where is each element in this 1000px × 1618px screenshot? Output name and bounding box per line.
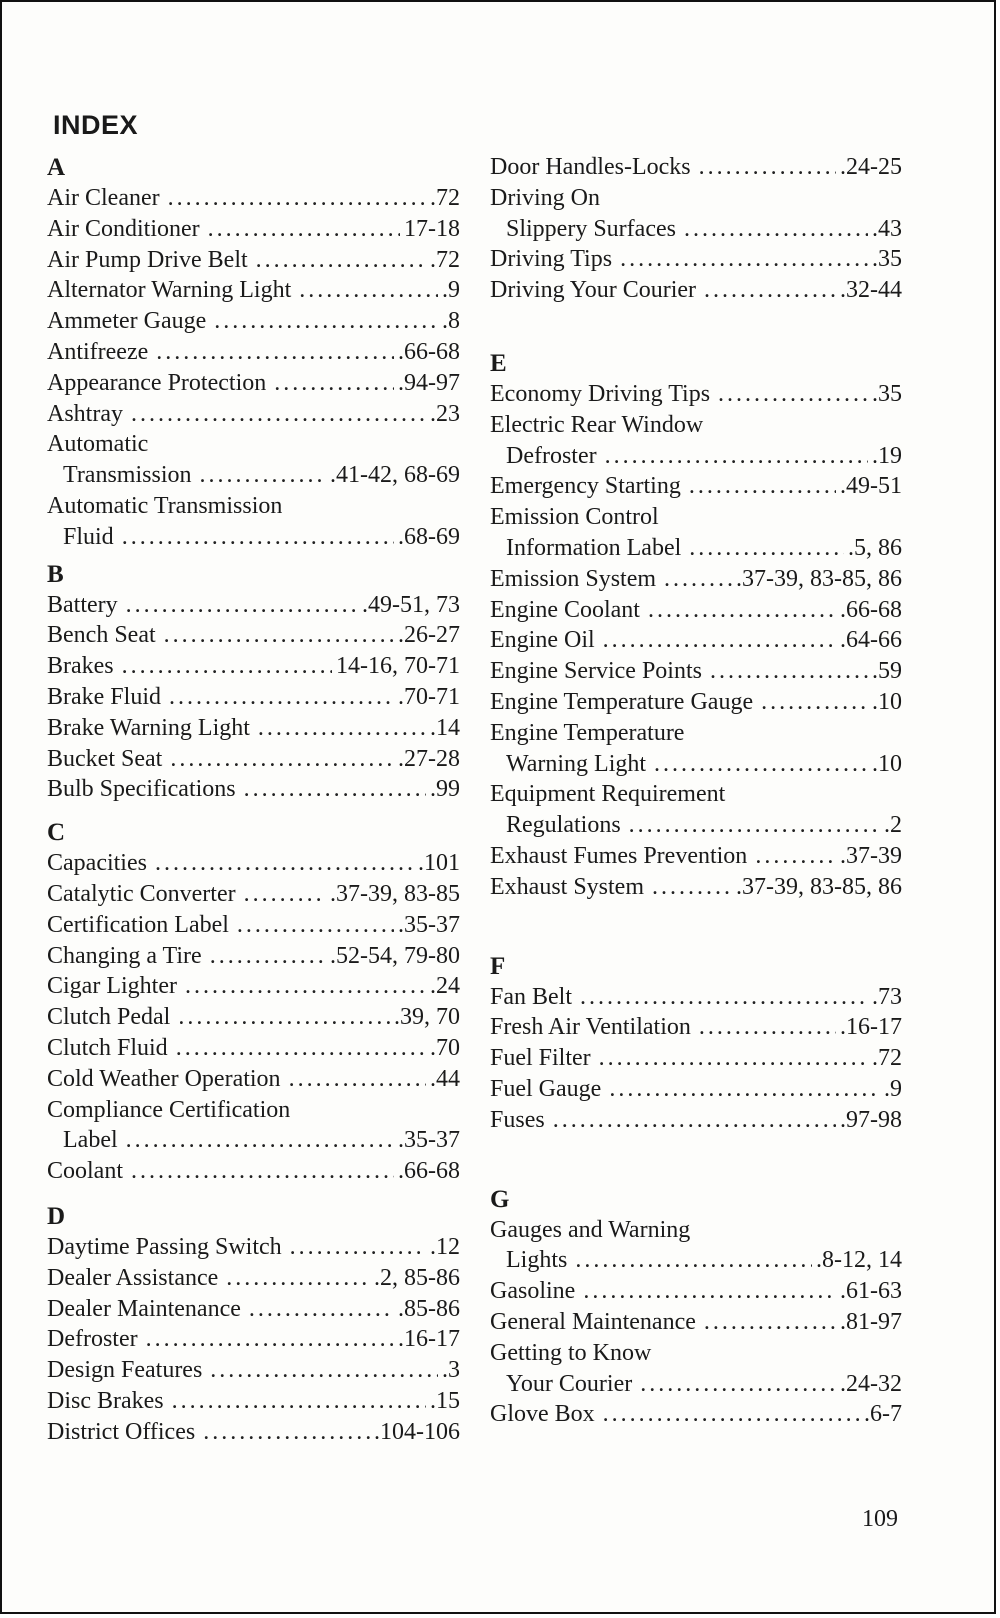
entry-label: General Maintenance <box>490 1308 696 1335</box>
index-entry <box>490 1307 902 1338</box>
index-entry <box>490 595 902 626</box>
dot-leader <box>131 399 426 430</box>
entry-label: Air Conditioner <box>47 215 200 242</box>
index-entry <box>490 625 902 656</box>
entry-label: Battery <box>47 591 118 618</box>
section-letter: B <box>47 560 64 588</box>
entry-pages: .72 <box>430 185 460 211</box>
dot-leader <box>126 1125 394 1156</box>
entry-label: Emergency Starting <box>490 473 681 500</box>
entry-label: Catalytic Converter <box>47 880 236 907</box>
index-entry <box>47 522 460 553</box>
index-entry <box>490 502 902 533</box>
entry-label: Coolant <box>47 1158 123 1185</box>
dot-leader <box>237 910 394 941</box>
dot-leader <box>122 522 394 553</box>
entry-label: Warning Light <box>506 750 647 777</box>
entry-label: Fluid <box>63 523 114 550</box>
index-entry <box>47 1002 460 1033</box>
dot-leader <box>244 879 326 910</box>
index-entry <box>47 214 460 245</box>
entry-pages: .23 <box>430 400 460 427</box>
entry-pages: .15 <box>430 1387 460 1414</box>
dot-leader <box>699 152 836 183</box>
entry-label: Bench Seat <box>47 622 156 649</box>
entry-label: Defroster <box>506 442 597 469</box>
index-entry <box>490 982 902 1013</box>
dot-leader <box>203 1417 370 1448</box>
section-letter: G <box>490 1185 510 1213</box>
entry-pages: .97-98 <box>840 1106 902 1133</box>
section-letter: A <box>47 154 66 181</box>
index-entry <box>47 848 460 879</box>
entry-pages: .49-51 <box>840 473 902 500</box>
dot-leader <box>299 275 438 306</box>
index-entry <box>490 214 902 245</box>
dot-leader <box>640 1369 836 1400</box>
entry-label: Exhaust Fumes Prevention <box>490 842 748 869</box>
entry-pages: .43 <box>872 215 902 242</box>
index-entry <box>47 1386 460 1417</box>
index-entry <box>47 590 460 621</box>
index-entry <box>490 379 902 410</box>
dot-leader <box>168 183 426 214</box>
entry-label: Certification Label <box>47 911 229 938</box>
entry-label: Cigar Lighter <box>47 973 177 1000</box>
entry-label: Engine Temperature <box>490 719 685 746</box>
index-entry <box>490 841 902 872</box>
index-entry <box>47 275 460 306</box>
index-section <box>490 348 902 903</box>
entry-pages: .5, 86 <box>848 534 902 561</box>
entry-pages: .44 <box>430 1065 460 1092</box>
index-entry <box>490 1105 902 1136</box>
entry-label: Alternator Warning Light <box>47 277 292 304</box>
dot-leader <box>178 1002 390 1033</box>
index-entry <box>490 152 902 183</box>
index-entry <box>490 1245 902 1276</box>
dot-leader <box>210 941 326 972</box>
entry-label: Gauges and Warning <box>490 1216 691 1243</box>
index-entry <box>490 183 902 214</box>
entry-pages: .66-68 <box>840 596 902 623</box>
index-entry <box>47 429 460 460</box>
dot-leader <box>620 244 868 275</box>
entry-pages: .24 <box>430 973 460 1000</box>
entry-pages: 14-16, 70-71 <box>336 653 460 680</box>
dot-leader <box>290 1232 426 1263</box>
index-section <box>490 951 902 1136</box>
entry-label: Fuses <box>490 1106 545 1133</box>
index-entry <box>47 1324 460 1355</box>
entry-label: Getting to Know <box>490 1339 652 1366</box>
dot-leader <box>199 460 326 491</box>
entry-pages: .24-25 <box>840 154 902 180</box>
index-entry <box>47 306 460 337</box>
entry-label: Ashtray <box>47 400 123 427</box>
index-entry <box>490 810 902 841</box>
index-column-left <box>47 152 460 1447</box>
index-entry <box>490 718 902 749</box>
entry-label: Automatic <box>47 431 149 458</box>
entry-pages: .26-27 <box>398 622 460 649</box>
entry-pages: .70-71 <box>398 683 460 710</box>
index-entry <box>490 1012 902 1043</box>
index-entry <box>47 1033 460 1064</box>
entry-label: District Offices <box>47 1418 196 1445</box>
entry-pages: .16-17 <box>840 1014 902 1041</box>
entry-label: Lights <box>506 1247 568 1274</box>
dot-leader <box>146 1324 394 1355</box>
index-entry <box>490 1276 902 1307</box>
index-entry <box>47 368 460 399</box>
entry-label: Fuel Filter <box>490 1045 591 1072</box>
index-section <box>47 1201 460 1448</box>
index-entry <box>490 275 902 306</box>
entry-label: Air Cleaner <box>47 185 160 211</box>
entry-label: Clutch Fluid <box>47 1034 168 1061</box>
entry-label: Dealer Assistance <box>47 1264 219 1291</box>
entry-pages: .37-39, 83-85 <box>330 880 460 907</box>
dot-leader <box>170 744 394 775</box>
entry-pages: .10 <box>872 750 902 777</box>
dot-leader <box>172 1386 426 1417</box>
entry-label: Capacities <box>47 850 147 877</box>
entry-pages: .24-32 <box>840 1370 902 1397</box>
dot-leader <box>652 872 732 903</box>
entry-label: Engine Temperature Gauge <box>490 688 754 715</box>
entry-label: Driving On <box>490 184 600 211</box>
entry-pages: .72 <box>430 246 460 273</box>
index-section <box>490 1184 902 1431</box>
dot-leader <box>689 471 836 502</box>
index-entry <box>47 1156 460 1187</box>
index-entry <box>490 533 902 564</box>
dot-leader <box>609 1074 880 1105</box>
dot-leader <box>131 1156 394 1187</box>
entry-pages: .6-7 <box>864 1401 902 1428</box>
index-entry <box>490 687 902 718</box>
dot-leader <box>164 620 394 651</box>
entry-pages: .3 <box>442 1357 460 1384</box>
index-entry <box>47 1232 460 1263</box>
dot-leader <box>156 337 394 368</box>
entry-label: Economy Driving Tips <box>490 380 711 407</box>
dot-leader <box>654 749 868 780</box>
entry-label: Your Courier <box>506 1370 633 1397</box>
entry-pages: .73 <box>872 983 902 1010</box>
dot-leader <box>244 774 426 805</box>
dot-leader <box>629 810 880 841</box>
entry-label: Appearance Protection <box>47 369 267 396</box>
index-entry <box>490 749 902 780</box>
entry-pages: .49-51, 73 <box>362 591 460 618</box>
entry-label: Defroster <box>47 1326 138 1353</box>
index-entry <box>47 245 460 276</box>
index-entry <box>47 460 460 491</box>
entry-label: Engine Service Points <box>490 658 702 685</box>
entry-pages: .59 <box>872 658 902 685</box>
entry-pages: .8 <box>442 308 460 335</box>
index-entry <box>490 410 902 441</box>
entry-pages: .101 <box>418 850 460 877</box>
dot-leader <box>718 379 868 410</box>
dot-leader <box>210 1355 438 1386</box>
index-entry <box>47 1095 460 1126</box>
dot-leader <box>580 982 868 1013</box>
entry-label: Disc Brakes <box>47 1387 164 1414</box>
entry-pages: .8-12, 14 <box>816 1247 902 1274</box>
entry-pages: .99 <box>430 776 460 803</box>
index-entry <box>47 1355 460 1386</box>
dot-leader <box>289 1064 426 1095</box>
entry-label: Exhaust System <box>490 873 644 900</box>
entry-label: Antifreeze <box>47 338 149 365</box>
index-entry <box>490 244 902 275</box>
dot-leader <box>258 713 426 744</box>
entry-label: Daytime Passing Switch <box>47 1233 282 1260</box>
entry-label: Automatic Transmission <box>47 492 283 519</box>
entry-label: Bulb Specifications <box>47 776 236 803</box>
dot-leader <box>648 595 836 626</box>
index-entry <box>47 910 460 941</box>
entry-pages: .14 <box>430 714 460 741</box>
entry-pages: .64-66 <box>840 627 902 654</box>
entry-pages: 17-18 <box>404 215 460 242</box>
dot-leader <box>226 1263 370 1294</box>
entry-label: Label <box>63 1127 118 1154</box>
section-letter: C <box>47 819 66 847</box>
entry-label: Electric Rear Window <box>490 411 704 438</box>
entry-pages: .19 <box>872 442 902 469</box>
dot-leader <box>704 275 836 306</box>
entry-pages: .2, 85-86 <box>374 1264 460 1291</box>
entry-label: Brake Fluid <box>47 683 161 710</box>
entry-pages: .85-86 <box>398 1295 460 1322</box>
dot-leader <box>664 564 732 595</box>
entry-label: Cold Weather Operation <box>47 1065 281 1092</box>
entry-label: Engine Oil <box>490 627 595 654</box>
entry-label: Equipment Requirement <box>490 781 726 808</box>
index-section <box>47 559 460 806</box>
entry-label: Design Features <box>47 1357 203 1384</box>
dot-leader <box>122 651 332 682</box>
index-entry <box>47 713 460 744</box>
entry-pages: .9 <box>442 277 460 304</box>
index-entry <box>490 656 902 687</box>
entry-label: Driving Your Courier <box>490 277 697 304</box>
entry-label: Bucket Seat <box>47 745 163 772</box>
entry-pages: .81-97 <box>840 1308 902 1335</box>
entry-label: Gasoline <box>490 1278 576 1305</box>
index-entry <box>47 682 460 713</box>
dot-leader <box>553 1105 836 1136</box>
entry-pages: .52-54, 79-80 <box>330 942 460 969</box>
index-entry <box>490 779 902 810</box>
dot-leader <box>249 1294 394 1325</box>
entry-label: Dealer Maintenance <box>47 1295 241 1322</box>
dot-leader <box>185 971 426 1002</box>
index-section <box>47 152 460 553</box>
index-entry <box>47 971 460 1002</box>
index-entry <box>490 1074 902 1105</box>
index-entry <box>47 1263 460 1294</box>
entry-pages: .61-63 <box>840 1278 902 1305</box>
entry-label: Fuel Gauge <box>490 1075 602 1102</box>
index-entry <box>47 744 460 775</box>
index-entry <box>47 337 460 368</box>
index-entry <box>47 1417 460 1448</box>
index-entry <box>47 491 460 522</box>
index-entry <box>47 941 460 972</box>
entry-label: Emission Control <box>490 504 659 531</box>
index-column-right <box>490 152 902 1430</box>
dot-leader <box>575 1245 812 1276</box>
index-entry <box>490 564 902 595</box>
index-entry <box>490 1338 902 1369</box>
entry-pages: .104-106 <box>374 1418 460 1445</box>
dot-leader <box>605 441 868 472</box>
dot-leader <box>684 214 868 245</box>
entry-label: Slippery Surfaces <box>506 215 676 242</box>
index-section <box>490 152 902 306</box>
dot-leader <box>274 368 394 399</box>
dot-leader <box>755 841 836 872</box>
index-entry <box>490 872 902 903</box>
entry-pages: .37-39, 83-85, 86 <box>736 873 902 900</box>
entry-label: Changing a Tire <box>47 942 202 969</box>
section-letter: E <box>490 349 507 377</box>
entry-pages: .39, 70 <box>394 1004 460 1031</box>
index-section <box>47 817 460 1187</box>
entry-pages: .94-97 <box>398 369 460 396</box>
entry-pages: .37-39 <box>840 842 902 869</box>
entry-label: Engine Coolant <box>490 596 640 623</box>
index-entry <box>490 1399 902 1430</box>
index-entry <box>490 1215 902 1246</box>
index-entry <box>490 1369 902 1400</box>
entry-label: Transmission <box>63 462 192 489</box>
entry-label: Information Label <box>506 534 682 561</box>
entry-pages: .72 <box>872 1045 902 1072</box>
dot-leader <box>603 625 836 656</box>
entry-pages: .37-39, 83-85, 86 <box>736 565 902 592</box>
entry-label: Fresh Air Ventilation <box>490 1014 691 1041</box>
dot-leader <box>704 1307 836 1338</box>
dot-leader <box>603 1399 860 1430</box>
dot-leader <box>176 1033 426 1064</box>
index-entry <box>47 774 460 805</box>
dot-leader <box>214 306 438 337</box>
entry-pages: .12 <box>430 1233 460 1260</box>
entry-pages: .32-44 <box>840 277 902 304</box>
entry-pages: .66-68 <box>398 338 460 365</box>
dot-leader <box>761 687 868 718</box>
page-number: 109 <box>862 1506 898 1532</box>
index-entry <box>490 471 902 502</box>
entry-label: Clutch Pedal <box>47 1004 171 1031</box>
entry-pages: .66-68 <box>398 1158 460 1185</box>
index-entry <box>47 651 460 682</box>
entry-pages: .16-17 <box>398 1326 460 1353</box>
dot-leader <box>169 682 394 713</box>
section-letter: F <box>490 952 506 980</box>
section-letter: D <box>47 1202 66 1230</box>
dot-leader <box>126 590 358 621</box>
entry-label: Emission System <box>490 565 657 592</box>
index-entry <box>47 1064 460 1095</box>
index-entry <box>47 183 460 214</box>
entry-label: Brake Warning Light <box>47 714 250 741</box>
entry-pages: .35 <box>872 246 902 273</box>
entry-label: Regulations <box>506 812 621 839</box>
entry-pages: .70 <box>430 1034 460 1061</box>
dot-leader <box>599 1043 868 1074</box>
dot-leader <box>208 214 400 245</box>
entry-pages: .9 <box>884 1075 902 1102</box>
entry-label: Compliance Certification <box>47 1096 291 1123</box>
index-entry <box>47 879 460 910</box>
entry-label: Driving Tips <box>490 246 613 273</box>
index-entry <box>47 399 460 430</box>
entry-label: Brakes <box>47 653 114 680</box>
entry-label: Door Handles-Locks <box>490 154 691 180</box>
entry-pages: .27-28 <box>398 745 460 772</box>
entry-pages: .35-37 <box>398 911 460 938</box>
entry-pages: .35-37 <box>398 1127 460 1154</box>
index-entry <box>47 1294 460 1325</box>
index-entry <box>490 441 902 472</box>
entry-label: Air Pump Drive Belt <box>47 246 248 273</box>
dot-leader <box>256 245 426 276</box>
entry-pages: .68-69 <box>398 523 460 550</box>
entry-label: Glove Box <box>490 1401 595 1428</box>
entry-pages: .35 <box>872 380 902 407</box>
dot-leader <box>155 848 414 879</box>
dot-leader <box>583 1276 836 1307</box>
entry-pages: .10 <box>872 688 902 715</box>
dot-leader <box>689 533 844 564</box>
entry-label: Fan Belt <box>490 983 572 1010</box>
entry-pages: .41-42, 68-69 <box>330 462 460 489</box>
dot-leader <box>710 656 868 687</box>
index-entry <box>47 620 460 651</box>
entry-label: Ammeter Gauge <box>47 308 207 335</box>
index-entry <box>490 1043 902 1074</box>
entry-pages: .2 <box>884 812 902 839</box>
index-entry <box>47 1125 460 1156</box>
dot-leader <box>699 1012 836 1043</box>
index-title: INDEX <box>53 110 139 140</box>
